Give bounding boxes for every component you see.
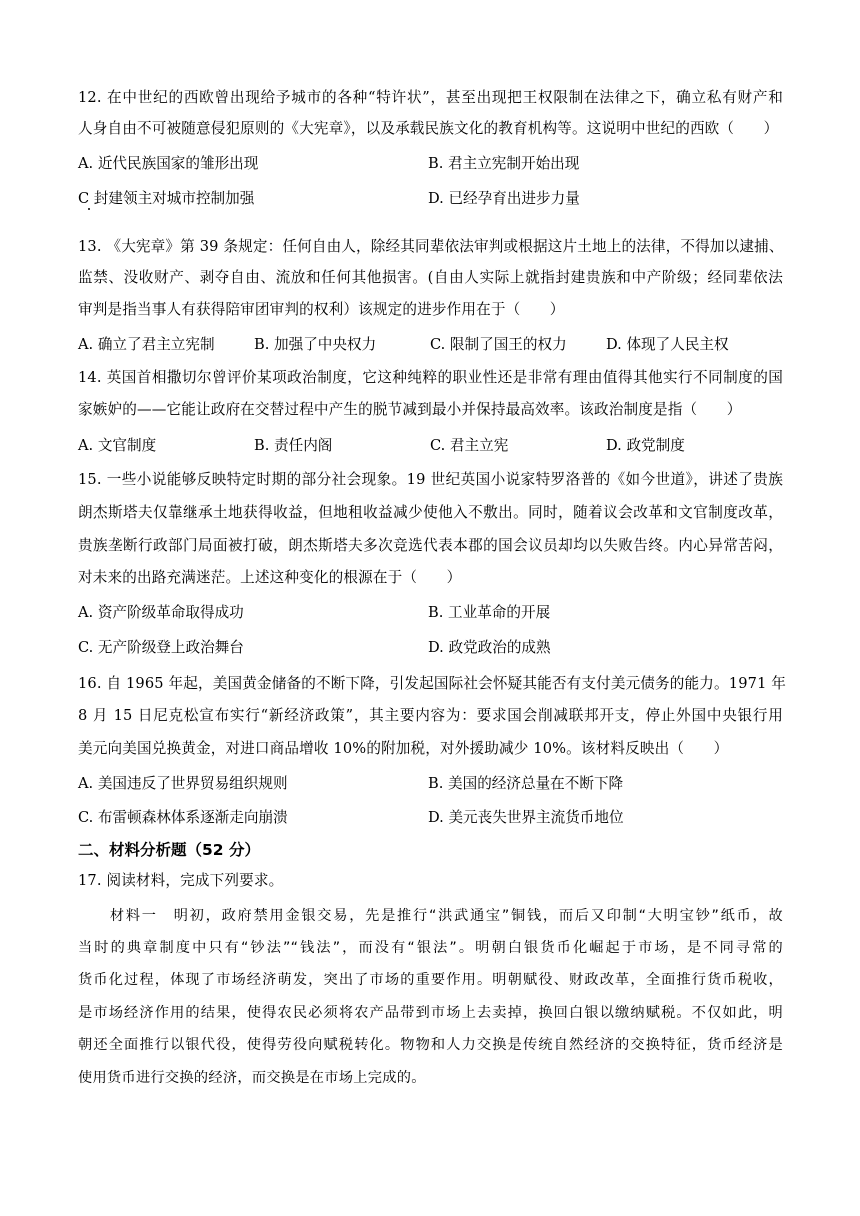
q15-option-b: B. 工业革命的开展	[428, 604, 551, 621]
q16-line-1: 16. 自 1965 年起，美国黄金储备的不断下降，引发起国际社会怀疑其能否有支付美元债务的能力。1971 年	[78, 675, 787, 692]
q13-option-a: A. 确立了君主立宪制	[78, 336, 215, 353]
q13-line-2: 监禁、没收财产、剥夺自由、流放和任何其他损害。(自由人实际上就指封建贵族和中产阶级；经同辈依法	[78, 269, 783, 286]
q16-option-c: C. 布雷顿森林体系逐渐走向崩溃	[78, 809, 288, 826]
q12-option-c: C 封建领主对城市控制加强	[78, 190, 255, 207]
q17-material-line-6: 使用货币进行交换的经济，而交换是在市场上完成的。	[78, 1070, 426, 1086]
q12-line-2: 人身自由不可被随意侵犯原则的《大宪章》，以及承载民族文化的教育机构等。这说明中世纪的西欧（ ）	[78, 120, 779, 137]
q13-line-1: 13. 《大宪章》第 39 条规定：任何自由人，除经其同辈依法审判或根据这片土地上的法律，不得加以逮捕、	[78, 238, 784, 255]
q14-option-a: A. 文官制度	[78, 437, 157, 454]
q16-option-a: A. 美国违反了世界贸易组织规则	[78, 775, 288, 792]
q17-intro: 17. 阅读材料，完成下列要求。	[78, 872, 284, 889]
q15-option-d: D. 政党政治的成熟	[428, 639, 551, 656]
q12-option-b: B. 君主立宪制开始出现	[428, 155, 580, 172]
q17-material-line-2: 当时的典章制度中只有“钞法”“钱法”，而没有“银法”。明朝白银货币化崛起于市场，是不同寻常的	[78, 940, 783, 956]
q12-line-1: 12. 在中世纪的西欧曾出现给予城市的各种“特许状”，甚至出现把王权限制在法律之下，确立私有财产和	[78, 89, 783, 106]
q15-line-1: 15. 一些小说能够反映特定时期的部分社会现象。19 世纪英国小说家特罗洛普的《如今世道》，讲述了贵族	[78, 471, 783, 488]
q15-line-3: 贵族垄断行政部门局面被打破，朗杰斯塔夫多次竞选代表本郡的国会议员却均以失败告终。内心异常苦闷，	[78, 537, 783, 554]
q16-option-d: D. 美元丧失世界主流货币地位	[428, 809, 624, 826]
q13-line-3: 审判是指当事人有获得陪审团审判的权利）该规定的进步作用在于（ ）	[78, 301, 565, 318]
q17-material-line-1: 材料一 明初，政府禁用金银交易，先是推行“洪武通宝”铜钱，而后又印制“大明宝钞”纸币，故	[78, 908, 783, 924]
q17-material-line-4: 是市场经济作用的结果，使得农民必须将农产品带到市场上去卖掉，换回白银以缴纳赋税。不仅如此，明	[78, 1005, 783, 1021]
option-c-dot-mark	[88, 208, 90, 210]
q17-material-line-5: 朝还全面推行以银代役，使得劳役向赋税转化。物物和人力交换是传统自然经济的交换特征，货币经济是	[78, 1037, 783, 1053]
q13-option-b: B. 加强了中央权力	[254, 336, 377, 353]
q16-line-3: 美元向美国兑换黄金，对进口商品增收 10%的附加税，对外援助减少 10%。该材料反映出（ ）	[78, 740, 729, 757]
q14-line-2: 家嫉妒的——它能让政府在交替过程中产生的脱节减到最小并保持最高效率。该政治制度是指（ ）	[78, 401, 742, 418]
q14-option-c: C. 君主立宪	[430, 437, 509, 454]
q14-option-b: B. 责任内阁	[254, 437, 333, 454]
q12-option-a: A. 近代民族国家的雏形出现	[78, 155, 259, 172]
q14-line-1: 14. 英国首相撒切尔曾评价某项政治制度，它这种纯粹的职业性还是非常有理由值得其他实行不同制度的国	[78, 369, 783, 386]
section-heading: 二、材料分析题（52 分）	[78, 841, 260, 859]
q15-line-4: 对未来的出路充满迷茫。上述这种变化的根源在于（ ）	[78, 569, 462, 586]
q12-option-d: D. 已经孕育出进步力量	[428, 190, 580, 207]
q16-option-b: B. 美国的经济总量在不断下降	[428, 775, 624, 792]
q16-line-2: 8 月 15 日尼克松宣布实行“新经济政策”，其主要内容为：要求国会削减联邦开支，停止外国中央银行用	[78, 707, 783, 724]
q13-option-d: D. 体现了人民主权	[606, 336, 729, 353]
q15-line-2: 朗杰斯塔夫仅靠继承土地获得收益，但地租收益减少使他入不敷出。同时，随着议会改革和文官制度改革，	[78, 504, 783, 521]
q14-option-d: D. 政党制度	[606, 437, 685, 454]
q17-material-line-3: 货币化过程，体现了市场经济萌发，突出了市场的重要作用。明朝赋役、财政改革，全面推行货币税收，	[78, 972, 783, 988]
q15-option-c: C. 无产阶级登上政治舞台	[78, 639, 244, 656]
q15-option-a: A. 资产阶级革命取得成功	[78, 604, 244, 621]
q13-option-c: C. 限制了国王的权力	[430, 336, 567, 353]
